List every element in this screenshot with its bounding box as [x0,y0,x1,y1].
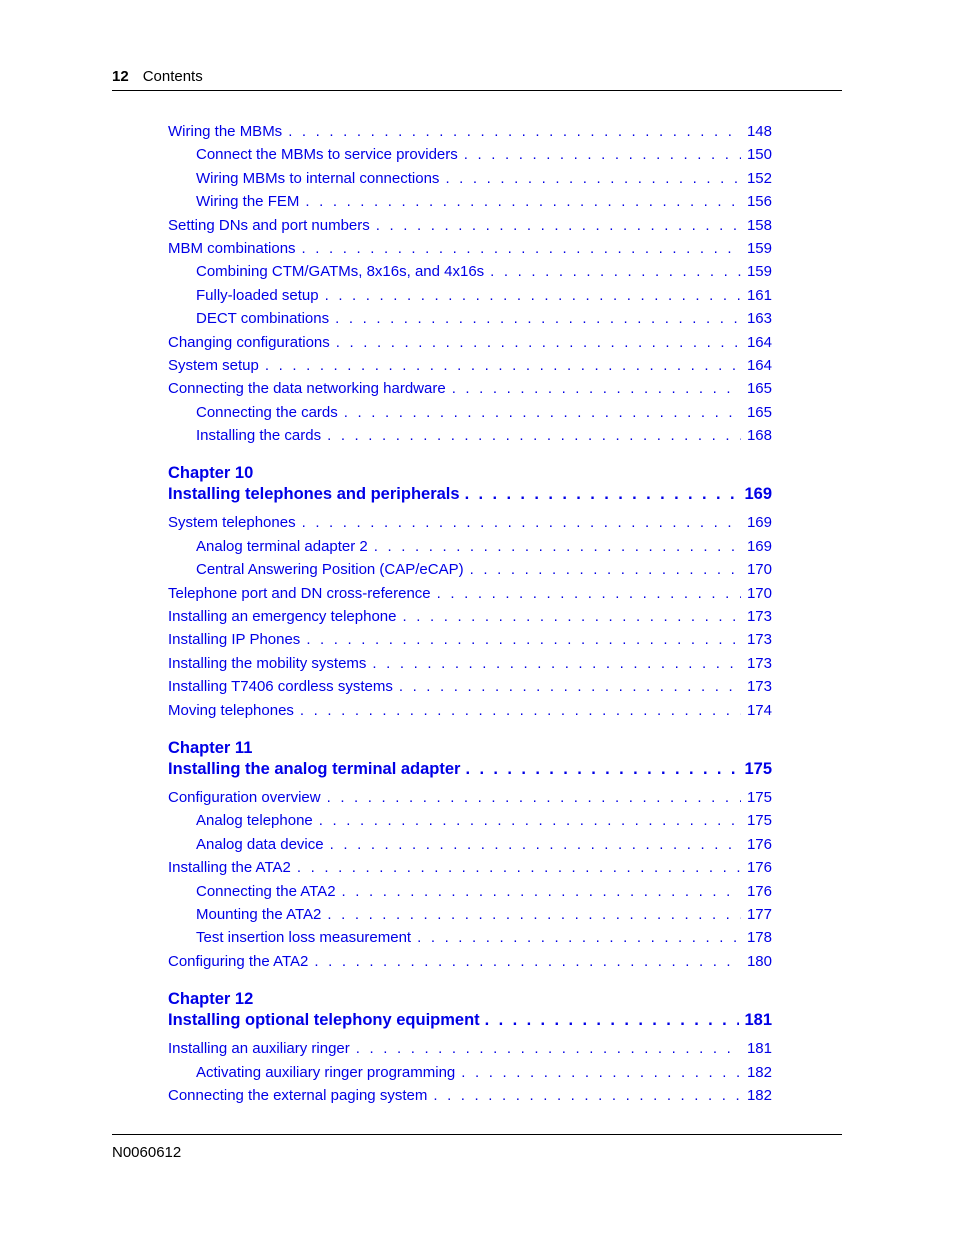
toc-entry[interactable] [168,167,772,190]
toc-entry[interactable] [168,535,772,558]
toc-entry-title: Connecting the external paging system [168,1086,428,1104]
toc-entry[interactable] [168,214,772,237]
toc-entry-page-number: 161 [746,286,772,304]
toc-entry[interactable] [168,926,772,949]
toc-entry[interactable] [168,605,772,628]
toc-entry-page-number: 164 [746,333,772,351]
toc-entry-page-number: 175 [746,788,772,806]
toc-entry[interactable] [168,652,772,675]
toc-entry-title: Connecting the cards [196,403,338,421]
toc-entry[interactable] [168,424,772,447]
dot-leader [314,950,741,973]
toc-entry[interactable] [168,1061,772,1084]
toc-entry[interactable] [168,786,772,809]
dot-leader [305,190,741,213]
toc-entry-title: Analog terminal adapter 2 [196,537,368,555]
toc-entry-title: DECT combinations [196,310,330,328]
toc-entry-title: Configuring the ATA2 [168,952,309,970]
toc-entry-title: Connecting the ATA2 [196,882,336,900]
toc-entry-page-number: 169 [746,514,772,532]
dot-leader [376,214,741,237]
dot-leader [335,307,741,330]
toc-entry-title: Mounting the ATA2 [196,905,322,923]
footer-divider [112,1134,842,1135]
toc-entry-title: Installing the ATA2 [168,859,291,877]
toc-entry[interactable] [168,401,772,424]
dot-leader [330,833,741,856]
chapter-heading [168,989,772,1031]
chapter-title-link[interactable] [168,1009,772,1031]
toc-entry-page-number: 177 [746,905,772,923]
toc-entry-page-number: 175 [746,812,772,830]
toc-entry-title: Combining CTM/GATMs, 8x16s, and 4x16s [196,263,485,281]
dot-leader [485,1009,740,1031]
toc-entry-title: Connect the MBMs to service providers [196,146,458,164]
toc-entry-title: Analog telephone [196,812,313,830]
toc-entry[interactable] [168,582,772,605]
chapter-label: Chapter 11 [168,738,253,757]
toc-entry-title: Moving telephones [168,701,294,719]
toc-entry[interactable] [168,120,772,143]
chapter-label: Chapter 10 [168,464,254,483]
toc-entry-page-number: 165 [746,380,772,398]
chapter-title: Installing optional telephony equipment [168,1011,480,1030]
toc-entry-title: Central Answering Position (CAP/eCAP) [196,561,464,579]
toc-entry-title: Wiring the MBMs [168,123,283,140]
toc-entry-page-number: 150 [746,146,772,164]
dot-leader [372,652,741,675]
toc-entry[interactable] [168,511,772,534]
toc-entry[interactable] [168,628,772,651]
dot-leader [327,424,741,447]
toc-entry-title: Installing T7406 cordless systems [168,678,393,696]
toc-entry-page-number: 159 [746,239,772,257]
toc-entry-title: System setup [168,356,259,374]
dot-leader [265,354,741,377]
toc-entry-page-number: 176 [746,835,772,853]
toc-entry-title: Installing an auxiliary ringer [168,1040,350,1058]
dot-leader [470,558,741,581]
chapter-title-link[interactable] [168,758,772,780]
dot-leader [300,699,741,722]
dot-leader [356,1037,741,1060]
toc-entry-page-number: 182 [746,1086,772,1104]
toc-entry[interactable] [168,377,772,400]
dot-leader [288,120,741,143]
toc-entry[interactable] [168,331,772,354]
toc-entry-title: MBM combinations [168,239,296,257]
toc-entry[interactable] [168,950,772,973]
toc-entry-page-number: 176 [746,859,772,877]
chapter-heading [168,463,772,505]
toc-entry-title: Wiring the FEM [196,193,300,211]
toc-entry-page-number: 159 [746,263,772,281]
dot-leader [465,758,739,780]
toc-entry-page-number: 173 [746,608,772,626]
toc-entry[interactable] [168,675,772,698]
toc-entry-page-number: 174 [746,701,772,719]
toc-entry-title: Configuration overview [168,788,321,806]
dot-leader [306,628,741,651]
dot-leader [452,377,741,400]
toc-entry-title: Setting DNs and port numbers [168,216,370,234]
toc-entry[interactable] [168,354,772,377]
toc-entry-title: Connecting the data networking hardware [168,380,446,398]
chapter-title: Installing the analog terminal adapter [168,759,461,778]
toc-entry[interactable] [168,903,772,926]
chapter-label: Chapter 12 [168,990,254,1009]
dot-leader [399,675,741,698]
dot-leader [336,331,741,354]
toc-entry-title: Installing an emergency telephone [168,608,397,626]
toc-entry-page-number: 181 [746,1040,772,1058]
toc-entry[interactable] [168,260,772,283]
toc-entry[interactable] [168,190,772,213]
toc-entry[interactable] [168,237,772,260]
toc-entry-page-number: 180 [746,952,772,970]
toc-entry[interactable] [168,856,772,879]
toc-entry-page-number: 169 [746,537,772,555]
toc-entry-page-number: 173 [746,678,772,696]
dot-leader [433,1084,741,1107]
dot-leader [344,401,741,424]
dot-leader [327,903,741,926]
toc-entry[interactable] [168,833,772,856]
chapter-page-number: 181 [744,1011,772,1030]
page-number: 12 [112,68,129,85]
chapter-heading [168,738,772,780]
dot-leader [342,880,741,903]
toc-entry-title: Installing the mobility systems [168,654,367,672]
dot-leader [319,809,741,832]
chapter-title: Installing telephones and peripherals [168,485,460,504]
toc-entry-page-number: 178 [746,929,772,947]
dot-leader [417,926,741,949]
toc-entry-page-number: 158 [746,216,772,234]
toc-entry-page-number: 170 [746,561,772,579]
toc-entry[interactable] [168,880,772,903]
toc-entry[interactable] [168,1037,772,1060]
toc-entry[interactable] [168,699,772,722]
toc-entry-page-number: 176 [746,882,772,900]
toc-entry[interactable] [168,284,772,307]
section-title: Contents [142,68,203,85]
toc-entry[interactable] [168,307,772,330]
document-id: N0060612 [112,1144,182,1161]
toc-entry-page-number: 148 [746,123,772,140]
toc-entry[interactable] [168,143,772,166]
toc-entry-title: Activating auxiliary ringer programming [196,1063,456,1081]
toc-entry-page-number: 168 [746,427,772,445]
toc-entry-page-number: 173 [746,654,772,672]
toc-entry-page-number: 152 [746,169,772,187]
dot-leader [297,856,741,879]
dot-leader [327,786,741,809]
toc-entry-title: Installing the cards [196,427,322,445]
page-header [112,68,842,91]
dot-leader [465,483,740,505]
toc-entry-title: System telephones [168,514,296,532]
toc-entry-title: Changing configurations [168,333,330,351]
toc-entry[interactable] [168,809,772,832]
dot-leader [464,143,741,166]
toc-entry-title: Telephone port and DN cross-reference [168,584,431,602]
toc-entry-title: Wiring MBMs to internal connections [196,169,440,187]
toc-entry-title: Test insertion loss measurement [196,929,412,947]
toc-entry-title: Analog data device [196,835,324,853]
chapter-title-link[interactable] [168,483,772,505]
dot-leader [437,582,741,605]
dot-leader [325,284,741,307]
dot-leader [374,535,741,558]
dot-leader [302,511,741,534]
dot-leader [445,167,741,190]
toc-entry-title: Fully-loaded setup [196,286,319,304]
chapter-page-number: 169 [744,485,772,504]
chapter-page-number: 175 [744,759,772,778]
toc-entry-page-number: 156 [746,193,772,211]
toc-entry-page-number: 164 [746,356,772,374]
toc-entry[interactable] [168,1084,772,1107]
dot-leader [302,237,741,260]
toc-entry[interactable] [168,558,772,581]
toc-entry-page-number: 173 [746,631,772,649]
table-of-contents [168,120,772,1107]
toc-entry-title: Installing IP Phones [168,631,301,649]
dot-leader [490,260,741,283]
dot-leader [461,1061,741,1084]
toc-entry-page-number: 163 [746,310,772,328]
dot-leader [403,605,741,628]
toc-entry-page-number: 182 [746,1063,772,1081]
toc-entry-page-number: 170 [746,584,772,602]
toc-entry-page-number: 165 [746,403,772,421]
